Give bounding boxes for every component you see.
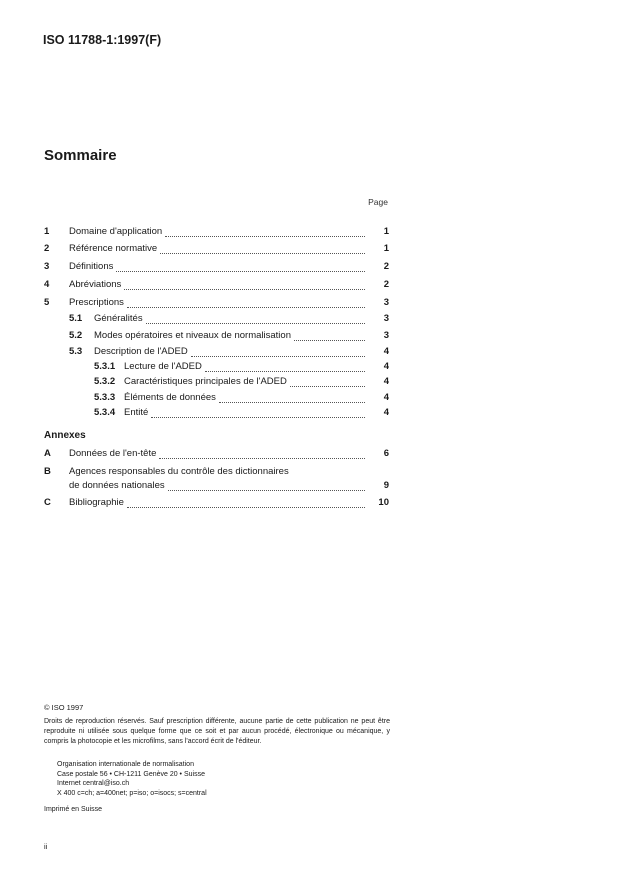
- toc-label: Définitions: [69, 261, 114, 272]
- dot-leader: [160, 244, 365, 254]
- toc-page: 2: [383, 261, 389, 272]
- annex-label-line2: de données nationales: [69, 480, 165, 491]
- dot-leader: [219, 393, 365, 403]
- page-title: Sommaire: [44, 147, 117, 164]
- dot-leader: [159, 449, 365, 459]
- dot-leader: [146, 314, 365, 324]
- toc-row[interactable]: [44, 226, 389, 238]
- rights-statement: Droits de reproduction réservés. Sauf prescription différente, aucune partie de cette publication ne peut être reproduite ni utilisée sous quelque forme que ce soit et par aucun procédé, électronique ou mécanique, y compris la photocopie et les microfilms, sans l'accord écrit de l'éditeur.: [44, 718, 390, 745]
- toc-label: Éléments de données: [124, 392, 216, 403]
- document-id: ISO 11788-1:1997(F): [43, 33, 162, 47]
- x400-address: X 400 c=ch; a=400net; p=iso; o=isocs; s=central: [57, 789, 207, 797]
- toc-row[interactable]: [69, 313, 389, 325]
- toc-page: 4: [383, 407, 389, 418]
- toc-label: Lecture de l'ADED: [124, 361, 202, 372]
- copyright-notice: © ISO 1997: [44, 703, 84, 712]
- toc-row[interactable]: [44, 243, 389, 255]
- toc-row[interactable]: [44, 261, 389, 273]
- toc-row-annex-b[interactable]: [69, 480, 389, 492]
- toc-label: Description de l'ADED: [94, 346, 188, 357]
- annex-letter: B: [44, 466, 51, 477]
- printed-in: Imprimé en Suisse: [44, 806, 102, 813]
- toc-row-annex-c[interactable]: [44, 497, 389, 509]
- toc-row[interactable]: [44, 297, 389, 309]
- toc-number: 5.3: [69, 346, 83, 357]
- toc-label: Caractéristiques principales de l'ADED: [124, 376, 287, 387]
- toc-number: 5: [44, 297, 50, 308]
- toc-page: 3: [383, 313, 389, 324]
- organisation-name: Organisation internationale de normalisation: [57, 761, 194, 768]
- dot-leader: [294, 331, 365, 341]
- annex-page: 10: [378, 497, 389, 508]
- toc-number: 5.2: [69, 330, 83, 341]
- toc-page: 4: [383, 376, 389, 387]
- toc-page: 3: [383, 330, 389, 341]
- toc-row[interactable]: [94, 407, 389, 419]
- toc-row[interactable]: [44, 279, 389, 291]
- toc-row[interactable]: [94, 392, 389, 404]
- dot-leader: [168, 481, 365, 491]
- toc-label: Généralités: [94, 313, 143, 324]
- dot-leader: [165, 227, 365, 237]
- dot-leader: [290, 377, 365, 387]
- toc-page: 4: [383, 392, 389, 403]
- annex-label: Bibliographie: [69, 497, 124, 508]
- dot-leader: [127, 498, 365, 508]
- dot-leader: [151, 408, 365, 418]
- toc-row-annex-a[interactable]: [44, 448, 389, 460]
- postal-address: Case postale 56 • CH-1211 Genève 20 • Suisse: [57, 770, 205, 778]
- annex-label: Données de l'en-tête: [69, 448, 157, 459]
- toc-number: 5.3.3: [94, 392, 116, 403]
- toc-page: 1: [383, 226, 389, 237]
- internet-address: Internet central@iso.ch: [57, 780, 130, 787]
- annex-label-line1: Agences responsables du contrôle des dictionnaires: [69, 466, 289, 477]
- toc-page: 3: [383, 297, 389, 308]
- page-column-label: Page: [368, 197, 388, 207]
- toc-label: Domaine d'application: [69, 226, 163, 237]
- dot-leader: [191, 347, 365, 357]
- toc-row[interactable]: [94, 376, 389, 388]
- toc-label: Référence normative: [69, 243, 158, 254]
- toc-page: 2: [383, 279, 389, 290]
- toc-number: 5.3.2: [94, 376, 116, 387]
- toc-page: 4: [383, 346, 389, 357]
- toc-label: Abréviations: [69, 279, 122, 290]
- annex-page: 6: [383, 448, 389, 459]
- annex-page: 9: [383, 480, 389, 491]
- toc-row[interactable]: [69, 346, 389, 358]
- dot-leader: [205, 362, 365, 372]
- annexes-heading: Annexes: [44, 430, 86, 441]
- toc-label: Prescriptions: [69, 297, 124, 308]
- dot-leader: [116, 262, 365, 272]
- dot-leader: [124, 280, 365, 290]
- toc-number: 5.1: [69, 313, 83, 324]
- page-number: ii: [44, 842, 48, 851]
- annex-letter: A: [44, 448, 51, 459]
- toc-number: 3: [44, 261, 50, 272]
- toc-number: 1: [44, 226, 50, 237]
- toc-number: 5.3.1: [94, 361, 116, 372]
- toc-number: 5.3.4: [94, 407, 116, 418]
- toc-number: 4: [44, 279, 50, 290]
- toc-row[interactable]: [94, 361, 389, 373]
- dot-leader: [127, 298, 365, 308]
- toc-label: Entité: [124, 407, 149, 418]
- annex-letter: C: [44, 497, 51, 508]
- toc-label: Modes opératoires et niveaux de normalisation: [94, 330, 291, 341]
- toc-number: 2: [44, 243, 50, 254]
- toc-page: 4: [383, 361, 389, 372]
- toc-row[interactable]: [69, 330, 389, 342]
- toc-page: 1: [383, 243, 389, 254]
